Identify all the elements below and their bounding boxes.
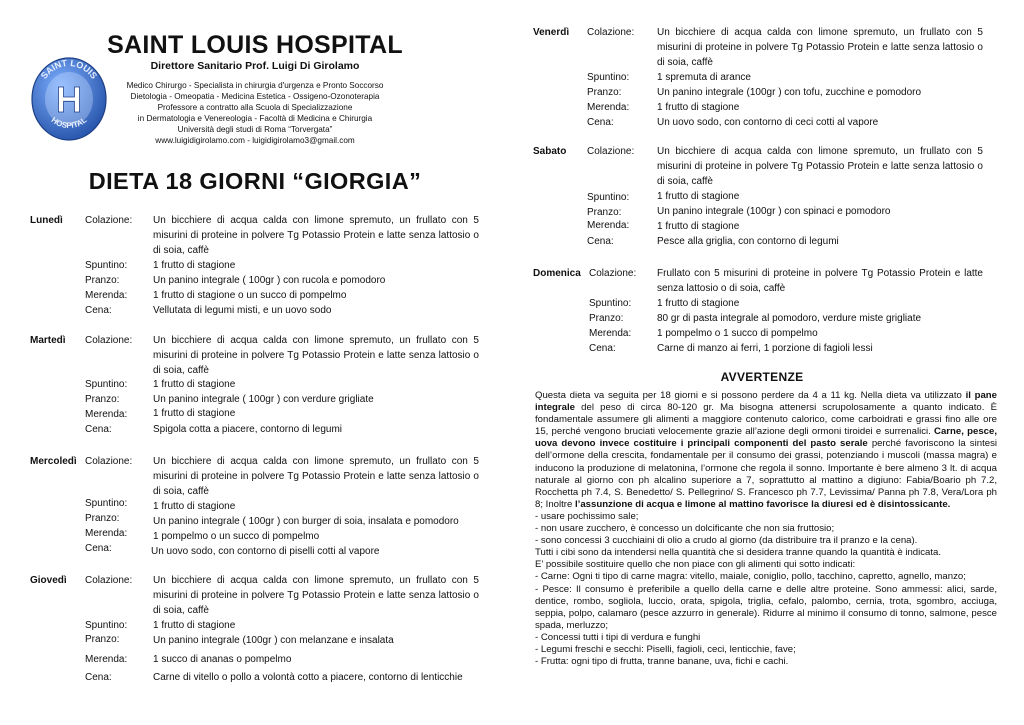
label-spuntino: Spuntino:	[85, 498, 128, 509]
credential-line: Medico Chirurgo - Specialista in chirurgia d'urgenza e Pronto Soccorso	[126, 81, 384, 90]
sabato-pranzo: Un panino integrale (100gr ) con spinaci e pomodoro	[657, 206, 891, 217]
domenica-spuntino: 1 frutto di stagione	[657, 298, 740, 309]
avv-line: E’ possibile sostituire quello che non piace con gli alimenti qui sotto indicati:	[535, 559, 856, 571]
sabato-cena: Pesce alla griglia, con contorno di legumi	[657, 236, 839, 247]
martedi-cena: Spigola cotta a piacere, contorno di legumi	[153, 424, 343, 435]
day-domenica: Domenica	[533, 268, 581, 279]
label-colazione: Colazione:	[85, 335, 133, 346]
credential-line: Professore a contratto alla Scuola di Specializzazione	[157, 103, 353, 113]
label-cena: Cena:	[587, 236, 614, 247]
label-spuntino: Spuntino:	[85, 379, 128, 390]
day-giovedi: Giovedì	[30, 575, 67, 586]
avv-line: - Legumi freschi e secchi: Piselli, fagioli, ceci, lenticchie, fave;	[535, 643, 796, 655]
venerdi-pranzo: Un panino integrale (100gr ) con tofu, zucchine e pomodoro	[657, 87, 922, 98]
lunedi-pranzo: Un panino integrale ( 100gr ) con rucola e pomodoro	[153, 275, 386, 286]
logo-letter: H	[56, 79, 82, 120]
label-colazione: Colazione:	[85, 456, 133, 467]
giovedi-spuntino: 1 frutto di stagione	[153, 620, 236, 631]
credential-line: in Dermatologia e Venereologia - Facoltà di Medicina e Chirurgia	[137, 114, 373, 124]
day-sabato: Sabato	[533, 146, 567, 157]
label-cena: Cena:	[589, 343, 616, 354]
day-martedi: Martedì	[30, 335, 66, 346]
avv-line: - usare pochissimo sale;	[535, 510, 639, 522]
martedi-merenda: 1 frutto di stagione	[153, 408, 236, 419]
label-spuntino: Spuntino:	[589, 298, 632, 309]
label-cena: Cena:	[85, 305, 112, 316]
domenica-merenda: 1 pompelmo o 1 succo di pompelmo	[657, 328, 818, 339]
label-spuntino: Spuntino:	[85, 260, 128, 271]
label-pranzo: Pranzo:	[589, 313, 624, 324]
avv-line: - Carne: Ogni ti tipo di carne magra: vitello, maiale, coniglio, pollo, tacchino, capretto, agnello, manzo;	[535, 571, 966, 583]
sabato-spuntino: 1 frutto di stagione	[657, 191, 740, 202]
label-merenda: Merenda:	[85, 290, 128, 301]
venerdi-merenda: 1 frutto di stagione	[657, 102, 740, 113]
avv-bold-text: il pane integrale	[535, 390, 997, 414]
right-column	[512, 0, 1024, 725]
lunedi-merenda: 1 frutto di stagione o un succo di pompelmo	[153, 290, 347, 301]
venerdi-cena: Un uovo sodo, con contorno di ceci cotti al vapore	[657, 117, 879, 128]
label-colazione: Colazione:	[587, 27, 635, 38]
sabato-colazione: Un bicchiere di acqua calda con limone spremuto, un frullato con 5 misurini di proteine in polvere Tg Potassio Protein e latte senza lattosio o di soia, caffè	[657, 146, 983, 187]
label-pranzo: Pranzo:	[587, 87, 622, 98]
credentials-block	[105, 80, 405, 147]
label-pranzo: Pranzo:	[85, 513, 120, 524]
avv-bold-text: Carne, pesce, uova devono invece costituire i principali componenti del pasto serale	[535, 426, 997, 450]
label-pranzo: Pranzo:	[85, 634, 120, 645]
hospital-name: SAINT LOUIS HOSPITAL	[107, 31, 403, 59]
avvertenze-title: AVVERTENZE	[720, 370, 804, 384]
credential-line: Dietologia - Omeopatia - Medicina Estetica - Ossigeno-Ozonoterapia	[130, 92, 380, 102]
giovedi-merenda: 1 succo di ananas o pompelmo	[153, 654, 292, 665]
mercoledi-spuntino: 1 frutto di stagione	[153, 501, 236, 512]
martedi-pranzo: Un panino integrale ( 100gr ) con verdure grigliate	[153, 394, 374, 405]
logo-text-bottom: HOSPITAL	[49, 115, 89, 131]
mercoledi-merenda: 1 pompelmo o un succo di pompelmo	[153, 531, 320, 542]
diet-title: DIETA 18 GIORNI “GIORGIA”	[88, 168, 422, 194]
lunedi-colazione: Un bicchiere di acqua calda con limone spremuto, un frullato con 5 misurini di proteine in polvere Tg Potassio Protein e latte senza lattosio o di soia, caffè	[153, 215, 479, 256]
avv-line: - Concessi tutti i tipi di verdura e funghi	[535, 631, 701, 643]
venerdi-spuntino: 1 spremuta di arance	[657, 72, 751, 83]
credential-line: Università degli studi di Roma “Torvergata”	[177, 125, 333, 135]
hospital-logo	[30, 56, 108, 142]
avv-line: Tutti i cibi sono da intendersi nella quantità che si desidera tranne quando la quantità è indicata.	[535, 547, 942, 559]
day-mercoledi: Mercoledì	[30, 456, 77, 467]
avv-text: perché favoriscono la sintesi dell’ormone della crescita, fondamentale per il consumo dei grassi, potenziando i muscoli (massa magra) e inducono la produzione di melatonina, l’ormone che regola il sonno. Importante è bere almeno 3 lt. di acqua naturale al giorno con ph alcalino superiore a 7, soprattutto al mattino a digiuno: Fabia/Boario ph 7.2, Rocchetta ph 7.4, S. Benedetto/ S. Pellegrino/ S. Francesco ph 7.7, Levissima/ Panna ph 7.8, Vera/Lora ph 8; Inoltre	[535, 438, 997, 510]
label-colazione: Colazione:	[85, 575, 133, 586]
venerdi-colazione: Un bicchiere di acqua calda con limone spremuto, un frullato con 5 misurini di proteine in polvere Tg Potassio Protein e latte senza lattosio o di soia, caffè	[657, 27, 983, 68]
label-cena: Cena:	[85, 672, 112, 683]
mercoledi-pranzo: Un panino integrale ( 100gr ) con burger di soia, insalata e pomodoro	[153, 516, 459, 527]
label-cena: Cena:	[85, 424, 112, 435]
label-pranzo: Pranzo:	[85, 275, 120, 286]
giovedi-colazione: Un bicchiere di acqua calda con limone spremuto, un frullato con 5 misurini di proteine in polvere Tg Potassio Protein e latte senza lattosio o di soia, caffè	[153, 575, 479, 616]
day-lunedi: Lunedì	[30, 215, 63, 226]
lunedi-cena: Vellutata di legumi misti, e un uovo sodo	[153, 305, 332, 316]
martedi-spuntino: 1 frutto di stagione	[153, 379, 236, 390]
avv-text: del peso di circa 80-120 gr. Ma bisogna attenersi scrupolosamente a quanto indicato. È fondamentale assumere gli alimenti a maggiore contenuto calorico, come carboidrati e grassi fino alle ore 15, perché vengono bruciati velocemente grazie all’azione degli ormoni tiroidei e surrenalici.	[535, 402, 997, 438]
avvertenze-body	[535, 390, 997, 668]
label-merenda: Merenda:	[85, 409, 128, 420]
avv-line: - non usare zucchero, è concesso un dolcificante che non sia fruttosio;	[535, 523, 835, 535]
giovedi-pranzo: Un panino integrale (100gr ) con melanzane e insalata	[153, 635, 394, 646]
label-spuntino: Spuntino:	[85, 620, 128, 631]
label-pranzo: Pranzo:	[587, 207, 622, 218]
label-cena: Cena:	[587, 117, 614, 128]
mercoledi-cena: Un uovo sodo, con contorno di piselli cotti al vapore	[151, 546, 380, 557]
domenica-pranzo: 80 gr di pasta integrale al pomodoro, verdure miste grigliate	[657, 313, 922, 324]
domenica-colazione: Frullato con 5 misurini di proteine in polvere Tg Potassio Protein e latte senza lattosio o di soia, caffè	[657, 268, 983, 294]
avv-text: Questa dieta va seguita per 18 giorni e si possono perdere da 4 a 11 kg. Nella dieta va utilizzato	[535, 390, 966, 401]
giovedi-cena: Carne di vitello o pollo a volontà cotto a piacere, contorno di lenticchie	[153, 672, 463, 683]
label-spuntino: Spuntino:	[587, 72, 630, 83]
logo-text-top: SAINT LOUIS	[38, 57, 100, 81]
avv-bold-text: l’assunzione di acqua e limone al mattino favorisce la diuresi ed è disintossicante.	[575, 498, 951, 510]
label-pranzo: Pranzo:	[85, 394, 120, 405]
website-email: www.luigidigirolamo.com - luigidigirolamo3@gmail.com	[155, 136, 355, 146]
avv-line: - Frutta: ogni tipo di frutta, tranne banane, uva, fichi e cachi.	[535, 656, 789, 668]
label-spuntino: Spuntino:	[587, 192, 630, 203]
avv-line: - Pesce: Il consumo è preferibile a quello della carne e delle altre proteine. Sono ammessi: alici, sarde, dentice, rombo, sogliola, luccio, orata, spigola, triglia, cefalo, palombo, cernia, trota, sgombro, acciuga, seppia, polpo, calamaro (pesce azzurro in generale). Ridurre al minimo il consumo di tonno, salmone, pesce spada, merluzzo;	[535, 583, 997, 631]
label-merenda: Merenda:	[85, 654, 128, 665]
sabato-merenda: 1 frutto di stagione	[657, 221, 740, 232]
day-venerdi: Venerdì	[533, 27, 570, 38]
label-merenda: Merenda:	[589, 328, 632, 339]
label-merenda: Merenda:	[587, 102, 630, 113]
label-colazione: Colazione:	[85, 215, 133, 226]
domenica-cena: Carne di manzo ai ferri, 1 porzione di fagioli lessi	[657, 343, 873, 354]
label-merenda: Merenda:	[587, 220, 630, 231]
avv-line: - sono concessi 3 cucchiaini di olio a crudo al giorno (da distribuire tra il pranzo e la cena).	[535, 535, 918, 547]
label-merenda: Merenda:	[85, 528, 128, 539]
director-name: Direttore Sanitario Prof. Luigi Di Girolamo	[150, 60, 360, 72]
martedi-colazione: Un bicchiere di acqua calda con limone spremuto, un frullato con 5 misurini di proteine in polvere Tg Potassio Protein e latte senza lattosio o di soia, caffè	[153, 335, 479, 376]
label-colazione: Colazione:	[587, 146, 635, 157]
label-colazione: Colazione:	[589, 268, 637, 279]
lunedi-spuntino: 1 frutto di stagione	[153, 260, 236, 271]
mercoledi-colazione: Un bicchiere di acqua calda con limone spremuto, un frullato con 5 misurini di proteine in polvere Tg Potassio Protein e latte senza lattosio o di soia, caffè	[153, 456, 479, 497]
label-cena: Cena:	[85, 543, 112, 554]
avvertenze-paragraph	[535, 390, 997, 511]
